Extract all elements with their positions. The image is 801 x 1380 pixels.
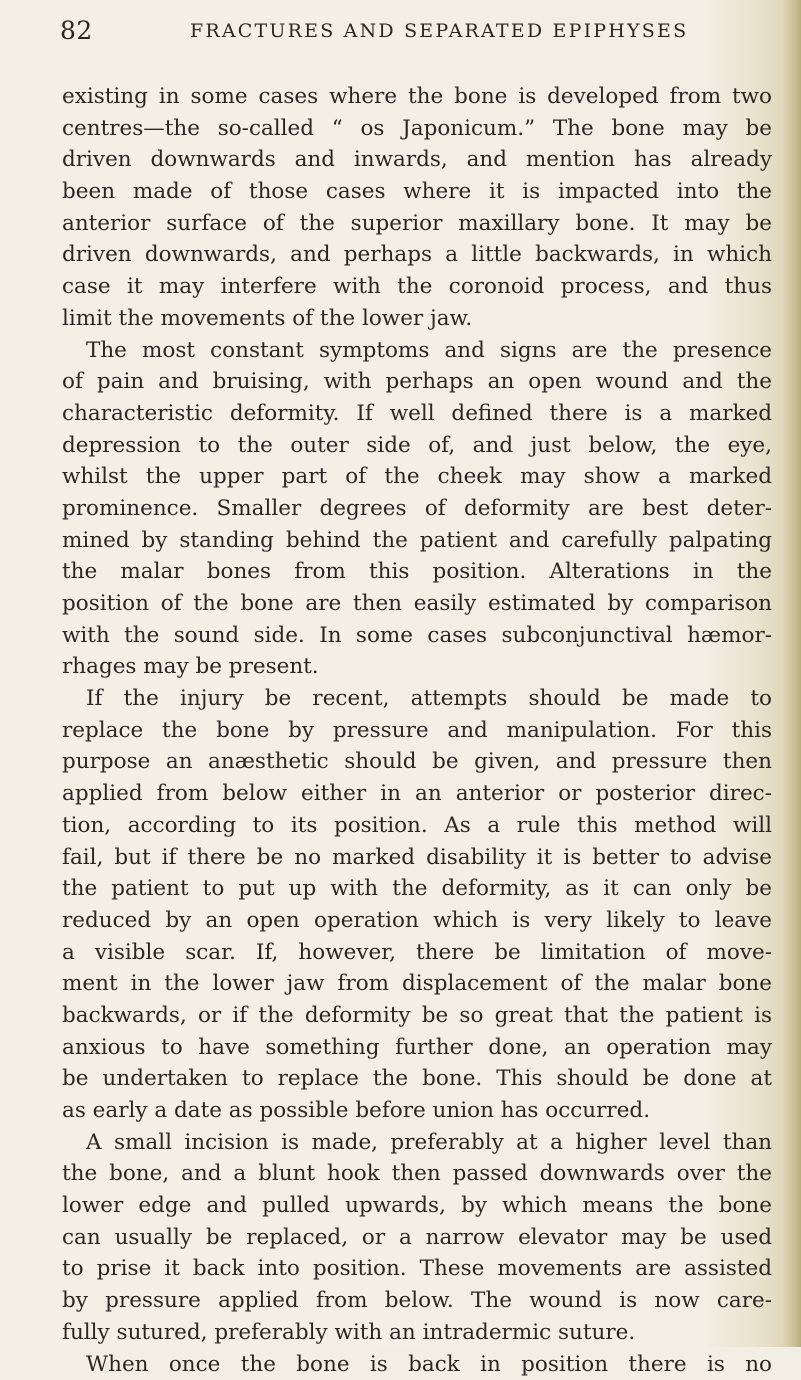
page-number: 82 — [60, 16, 93, 45]
text-line: applied from below either in an anterior or posterior direc- — [62, 778, 772, 810]
text-line: the malar bones from this position. Alterations in the — [62, 556, 772, 588]
text-line: driven downwards, and perhaps a little backwards, in which — [62, 239, 772, 271]
text-line: as early a date as possible before union has occurred. — [62, 1095, 772, 1127]
text-line: with the sound side. In some cases subconjunctival hæmor- — [62, 620, 772, 652]
text-line: If the injury be recent, attempts should be made to — [62, 683, 772, 715]
text-line: anterior surface of the superior maxillary bone. It may be — [62, 208, 772, 240]
text-line: prominence. Smaller degrees of deformity are best deter- — [62, 493, 772, 525]
text-line: fully sutured, preferably with an intradermic suture. — [62, 1317, 772, 1349]
text-line: depression to the outer side of, and just below, the eye, — [62, 430, 772, 462]
text-line: rhages may be present. — [62, 651, 772, 683]
text-line: existing in some cases where the bone is developed from two — [62, 81, 772, 113]
text-line: of pain and bruising, with perhaps an open wound and the — [62, 366, 772, 398]
body-text — [62, 81, 772, 1380]
text-line: can usually be replaced, or a narrow elevator may be used — [62, 1222, 772, 1254]
text-line: backwards, or if the deformity be so great that the patient is — [62, 1000, 772, 1032]
text-line: mined by standing behind the patient and carefully palpating — [62, 525, 772, 557]
text-line: to prise it back into position. These movements are assisted — [62, 1253, 772, 1285]
text-line: purpose an anæsthetic should be given, and pressure then — [62, 746, 772, 778]
page-header — [60, 16, 760, 56]
text-line: centres—the so-called “ os Japonicum.” The bone may be — [62, 113, 772, 145]
text-line: be undertaken to replace the bone. This should be done at — [62, 1063, 772, 1095]
text-line: anxious to have something further done, an operation may — [62, 1032, 772, 1064]
text-line: The most constant symptoms and signs are the presence — [62, 335, 772, 367]
text-line: been made of those cases where it is impacted into the — [62, 176, 772, 208]
text-line: replace the bone by pressure and manipulation. For this — [62, 715, 772, 747]
text-line: position of the bone are then easily estimated by comparison — [62, 588, 772, 620]
text-line: When once the bone is back in position there is no — [62, 1349, 772, 1380]
text-line: tion, according to its position. As a rule this method will — [62, 810, 772, 842]
text-line: characteristic deformity. If well defined there is a marked — [62, 398, 772, 430]
text-line: by pressure applied from below. The wound is now care- — [62, 1285, 772, 1317]
text-line: ment in the lower jaw from displacement of the malar bone — [62, 968, 772, 1000]
text-line: driven downwards and inwards, and mention has already — [62, 144, 772, 176]
text-line: limit the movements of the lower jaw. — [62, 303, 772, 335]
text-line: fail, but if there be no marked disability it is better to advise — [62, 842, 772, 874]
running-head: FRACTURES AND SEPARATED EPIPHYSES — [190, 20, 688, 42]
text-line: lower edge and pulled upwards, by which means the bone — [62, 1190, 772, 1222]
text-line: reduced by an open operation which is very likely to leave — [62, 905, 772, 937]
text-line: the bone, and a blunt hook then passed downwards over the — [62, 1158, 772, 1190]
text-line: A small incision is made, preferably at a higher level than — [62, 1127, 772, 1159]
text-line: the patient to put up with the deformity, as it can only be — [62, 873, 772, 905]
text-line: a visible scar. If, however, there be limitation of move- — [62, 937, 772, 969]
text-line: case it may interfere with the coronoid process, and thus — [62, 271, 772, 303]
page-edge-shadow — [783, 0, 801, 1347]
text-line: whilst the upper part of the cheek may show a marked — [62, 461, 772, 493]
